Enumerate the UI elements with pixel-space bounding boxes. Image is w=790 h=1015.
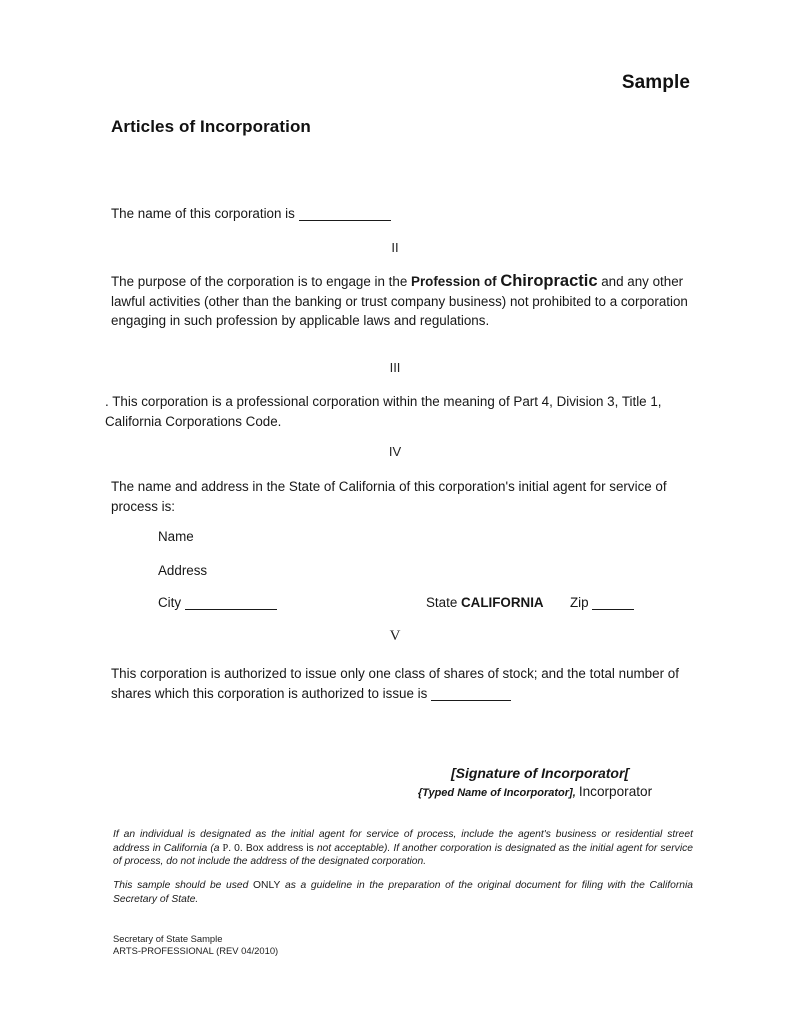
agent-state-field <box>426 595 544 610</box>
article-2-numeral: II <box>391 240 399 255</box>
article-2-text-before: The purpose of the corporation is to engage in the <box>111 274 412 289</box>
article-1-lead: The name of this corporation is <box>111 206 295 221</box>
agent-zip-field <box>570 595 634 610</box>
article-4-numeral: IV <box>388 444 402 459</box>
incorporator-role-label: Incorporator <box>578 784 653 799</box>
note-sample-guideline <box>113 879 693 906</box>
article-2-emphasis-small: Profession of <box>411 274 501 289</box>
city-blank[interactable] <box>185 609 277 610</box>
agent-zip-label: Zip <box>570 595 589 610</box>
sample-watermark-label: Sample <box>621 72 690 93</box>
article-5-text <box>111 664 686 703</box>
note1-part3: acceptable). If another corporation is designated as the initial agent for service of process, do not include the address of the designated corporation. <box>113 842 693 868</box>
agent-state-value: CALIFORNIA <box>461 595 544 610</box>
note2-part2: as a guideline in the preparation of the original document for filing with the California Secretary of State. <box>113 880 694 905</box>
article-2-text-after: and any other lawful activities (other than the banking or trust company business) not prohibited to a corporation engaging in such profession by applicable laws and regulations. <box>111 274 688 328</box>
typed-name-of-incorporator-line <box>370 784 700 799</box>
article-2-text <box>111 272 695 331</box>
typed-name-placeholder[interactable]: {Typed Name of Incorporator], <box>417 787 576 799</box>
zip-blank[interactable] <box>592 609 634 610</box>
article-5-body: This corporation is authorized to issue only one class of shares of stock; and the total number of shares which this corporation is authorized to issue is <box>111 666 679 701</box>
signature-of-incorporator-line[interactable]: [Signature of Incorporator[ <box>450 765 630 781</box>
agent-address-label: Address <box>158 563 208 578</box>
agent-state-label: State <box>426 595 458 610</box>
note1-not-emphasis: not <box>316 842 332 854</box>
note2-only-emphasis: ONLY <box>253 880 281 891</box>
article-1-text <box>111 204 695 224</box>
article-5-numeral: V <box>389 628 401 644</box>
article-3-leading-artifact: . <box>105 394 109 409</box>
agent-city-label: City <box>158 595 182 610</box>
article-3-numeral: III <box>389 360 401 375</box>
note1-part2: . 0. Box address is <box>228 842 317 854</box>
page-title: Articles of Incorporation <box>111 117 311 136</box>
agent-city-field <box>158 595 277 610</box>
note1-po-letter: P <box>222 842 229 854</box>
shares-count-blank[interactable] <box>431 700 511 701</box>
article-4-text: The name and address in the State of California of this corporation's initial agent for service of process is: <box>111 479 667 514</box>
article-3-text <box>105 392 695 431</box>
article-3-body: This corporation is a professional corporation within the meaning of Part 4, Division 3, Title 1, California Corporations Code. <box>105 394 662 429</box>
footer-source-label: Secretary of State Sample <box>113 933 223 944</box>
article-2-profession-name: Chiropractic <box>500 272 598 290</box>
note2-part1: This sample should be used <box>113 880 254 891</box>
agent-name-label: Name <box>158 529 194 544</box>
corporation-name-blank[interactable] <box>299 220 391 221</box>
note-agent-address <box>113 828 693 869</box>
footer-form-revision: ARTS-PROFESSIONAL (REV 04/2010) <box>113 945 279 956</box>
note1-part1: If an individual is designated as the initial agent for service of process, include the agent's business or residential street address in California (a <box>113 829 693 854</box>
